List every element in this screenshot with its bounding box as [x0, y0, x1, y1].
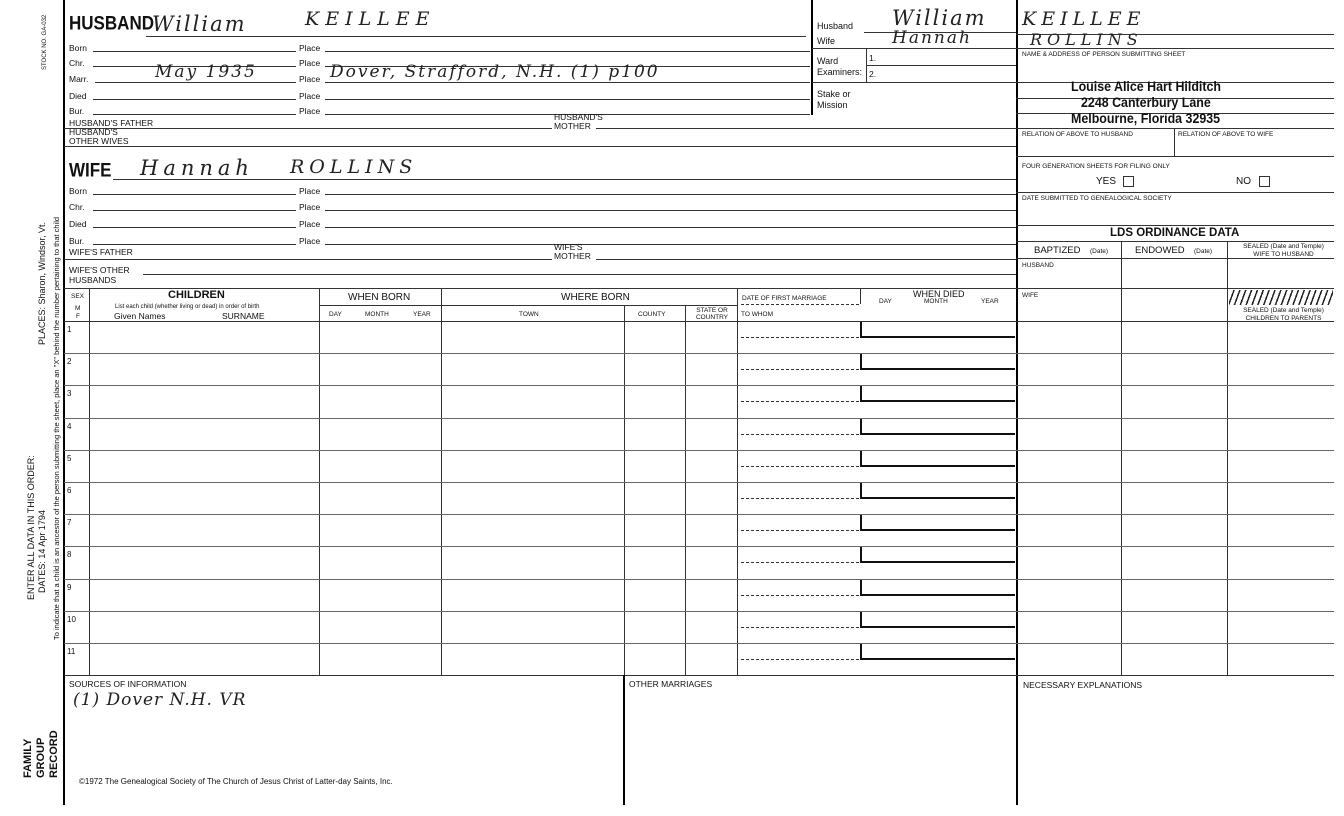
dates-example: DATES: 14 Apr 1794 [37, 510, 47, 593]
died-bracket [860, 580, 1015, 596]
child-row-number: 7 [67, 518, 72, 528]
enter-order-note: ENTER ALL DATA IN THIS ORDER: [26, 455, 36, 600]
lds-baptized-date: (Date) [1090, 248, 1109, 255]
marriage-dashed-line [741, 369, 859, 370]
husband-marr-place[interactable]: Dover, Strafford, N.H. (1) p100 [330, 62, 660, 82]
submitter-label: NAME & ADDRESS OF PERSON SUBMITTING SHEET [1022, 51, 1186, 58]
wife-other-husbands-label: WIFE'S OTHER HUSBANDS [69, 265, 130, 285]
child-row-line [64, 482, 1334, 483]
col-born-month: MONTH [365, 311, 389, 318]
col-state: STATE OR COUNTRY [695, 307, 729, 321]
husband-marr-date[interactable]: May 1935 [155, 62, 257, 82]
child-ancestor-instruction: To indicate that a child is an ancestor of the person submitting the sheet, place an "X" behind the number pertaining to that child [52, 216, 61, 640]
lds-sealed-spouse-label: SEALED (Date and Temple) WIFE TO HUSBAND [1243, 243, 1324, 258]
lds-baptized-label: BAPTIZED [1034, 245, 1081, 256]
died-bracket [860, 354, 1015, 370]
wife-died-label: Died [69, 219, 87, 229]
wife-mother-label: WIFE'S MOTHER [554, 242, 591, 261]
husband-surname[interactable]: KEILLEE [305, 8, 436, 30]
husband-other-wives-label: HUSBAND'S OTHER WIVES [69, 127, 129, 146]
husband-marr-place-label: Place [299, 74, 321, 84]
wife-chr-place-label: Place [299, 202, 321, 212]
child-row-line [64, 611, 1334, 612]
husband-bur-place-label: Place [299, 106, 321, 116]
col-surname: SURNAME [222, 311, 265, 321]
husband-given-name[interactable]: William [152, 12, 247, 36]
child-row-line [64, 353, 1334, 354]
child-row-line [64, 450, 1334, 451]
right-husband-label: Husband [817, 21, 854, 31]
child-row-number: 5 [67, 453, 72, 463]
marriage-dashed-line [741, 434, 859, 435]
wife-born-place-label: Place [299, 186, 321, 196]
examiner-2: 2. [869, 69, 877, 79]
marriage-dashed-line [741, 562, 859, 563]
right-husband-given[interactable]: William [892, 6, 987, 30]
wife-label: WIFE [69, 159, 112, 181]
wife-surname[interactable]: ROLLINS [290, 156, 418, 178]
husband-chr-place-label: Place [299, 58, 321, 68]
record-title-1: FAMILY [22, 738, 34, 778]
husband-died-label: Died [69, 91, 87, 101]
husband-chr-label: Chr. [69, 58, 85, 68]
ward-examiners-label: Ward Examiners: [817, 56, 863, 77]
col-died-day: DAY [879, 298, 892, 305]
lds-hatched-cell [1229, 290, 1333, 305]
husband-label: HUSBAND [69, 12, 154, 34]
col-where-born: WHERE BORN [561, 292, 630, 303]
stake-mission-label: Stake or Mission [817, 89, 851, 110]
lds-husband-label: HUSBAND [1022, 262, 1054, 269]
relation-wife-label: RELATION OF ABOVE TO WIFE [1178, 131, 1274, 138]
lds-endowed-label: ENDOWED [1135, 245, 1185, 256]
submitter-street: 2248 Canterbury Lane [1081, 95, 1211, 110]
no-checkbox[interactable] [1259, 176, 1270, 187]
died-bracket [860, 644, 1015, 660]
marriage-dashed-line [741, 401, 859, 402]
submitter-city: Melbourne, Florida 32935 [1071, 111, 1221, 126]
sources-label: SOURCES OF INFORMATION [69, 679, 187, 689]
right-wife-label: Wife [817, 36, 835, 46]
right-husband-surname[interactable]: KEILLEE [1022, 8, 1146, 30]
date-submitted-label: DATE SUBMITTED TO GENEALOGICAL SOCIETY [1022, 195, 1172, 202]
col-town: TOWN [519, 311, 539, 318]
child-row-number: 4 [67, 421, 72, 431]
col-to-whom: TO WHOM [741, 311, 774, 318]
wife-bur-label: Bur. [69, 236, 85, 246]
four-gen-label: FOUR GENERATION SHEETS FOR FILING ONLY [1022, 163, 1170, 170]
child-row-number: 9 [67, 582, 72, 592]
submitter-name: Louise Alice Hart Hilditch [1071, 79, 1221, 94]
no-label: NO [1236, 176, 1251, 187]
marriage-dashed-line [741, 530, 859, 531]
husband-died-place-label: Place [299, 91, 321, 101]
stock-number: STOCK NO. GA-032 [42, 14, 48, 70]
sources-note[interactable]: (1) Dover N.H. VR [73, 690, 247, 710]
other-marriages-label: OTHER MARRIAGES [629, 679, 713, 689]
child-row-number: 8 [67, 550, 72, 560]
col-when-born: WHEN BORN [348, 292, 411, 303]
husband-father-label: HUSBAND'S FATHER [69, 118, 154, 128]
examiner-1: 1. [869, 53, 877, 63]
explanations-label: NECESSARY EXPLANATIONS [1023, 680, 1143, 690]
marriage-dashed-line [741, 337, 859, 338]
child-row-line [64, 418, 1334, 419]
right-wife-surname[interactable]: ROLLINS [1030, 30, 1143, 49]
col-sex: SEX [71, 293, 85, 300]
wife-chr-label: Chr. [69, 202, 85, 212]
wife-died-place-label: Place [299, 219, 321, 229]
col-born-day: DAY [329, 311, 342, 318]
wife-born-label: Born [69, 186, 87, 196]
child-row-number: 2 [67, 357, 72, 367]
husband-marr-label: Marr. [69, 74, 89, 84]
col-children: CHILDREN [168, 289, 225, 301]
col-county: COUNTY [638, 311, 666, 318]
record-title-2: GROUP [35, 737, 47, 778]
right-divider [1016, 0, 1018, 805]
record-title-3: RECORD [48, 730, 60, 778]
yes-label: YES [1096, 176, 1117, 187]
col-children-sub: List each child (whether living or dead) in order of birth [115, 304, 260, 310]
center-divider [811, 0, 813, 115]
died-bracket [860, 515, 1015, 531]
lds-sealed-children-label: SEALED (Date and Temple) CHILDREN TO PARENTS [1243, 307, 1324, 322]
died-bracket [860, 612, 1015, 628]
copyright: ©1972 The Genealogical Society of The Church of Jesus Christ of Latter-day Saints, Inc. [79, 777, 393, 786]
marriage-dashed-line [741, 595, 859, 596]
child-row-number: 1 [67, 325, 72, 334]
wife-given-name[interactable]: Hannah [140, 156, 254, 180]
lds-wife-label: WIFE [1022, 292, 1039, 299]
died-bracket [860, 322, 1015, 338]
col-sex-m: M [75, 305, 81, 312]
lds-endowed-date: (Date) [1194, 248, 1213, 255]
child-row-line [64, 643, 1334, 644]
col-died-month: MONTH [924, 298, 948, 305]
marriage-dashed-line [741, 498, 859, 499]
died-bracket [860, 419, 1015, 435]
child-row-number: 3 [67, 389, 72, 399]
col-first-marriage: DATE OF FIRST MARRIAGE [742, 295, 827, 302]
husband-bur-label: Bur. [69, 106, 85, 116]
died-bracket [860, 483, 1015, 499]
left-border [63, 0, 65, 805]
yes-checkbox[interactable] [1123, 176, 1134, 187]
right-wife-given[interactable]: Hannah [892, 28, 972, 48]
child-row-number: 10 [67, 614, 76, 624]
relation-husband-label: RELATION OF ABOVE TO HUSBAND [1022, 131, 1133, 138]
husband-born-place-label: Place [299, 43, 321, 53]
col-given-names: Given Names [114, 311, 166, 321]
child-row-line [64, 385, 1334, 386]
marriage-dashed-line [741, 627, 859, 628]
husband-born-label: Born [69, 43, 87, 53]
wife-bur-place-label: Place [299, 236, 321, 246]
col-when-died: WHEN DIED [913, 289, 965, 299]
col-died-year: YEAR [981, 298, 999, 305]
wife-father-label: WIFE'S FATHER [69, 247, 133, 257]
died-bracket [860, 451, 1015, 467]
child-row-number: 11 [67, 647, 76, 656]
child-row-line [64, 579, 1334, 580]
child-row-line [64, 514, 1334, 515]
places-note: PLACES: Sharon, Windsor, Vt. [37, 221, 47, 345]
marriage-dashed-line [741, 659, 859, 660]
died-bracket [860, 386, 1015, 402]
marriage-dashed-line [741, 466, 859, 467]
col-born-year: YEAR [413, 311, 431, 318]
died-bracket [860, 547, 1015, 563]
col-sex-f: F [76, 313, 80, 320]
child-row-line [64, 546, 1334, 547]
husband-mother-label: HUSBAND'S MOTHER [554, 112, 603, 131]
lds-title: LDS ORDINANCE DATA [1110, 227, 1240, 239]
child-row-number: 6 [67, 486, 72, 495]
